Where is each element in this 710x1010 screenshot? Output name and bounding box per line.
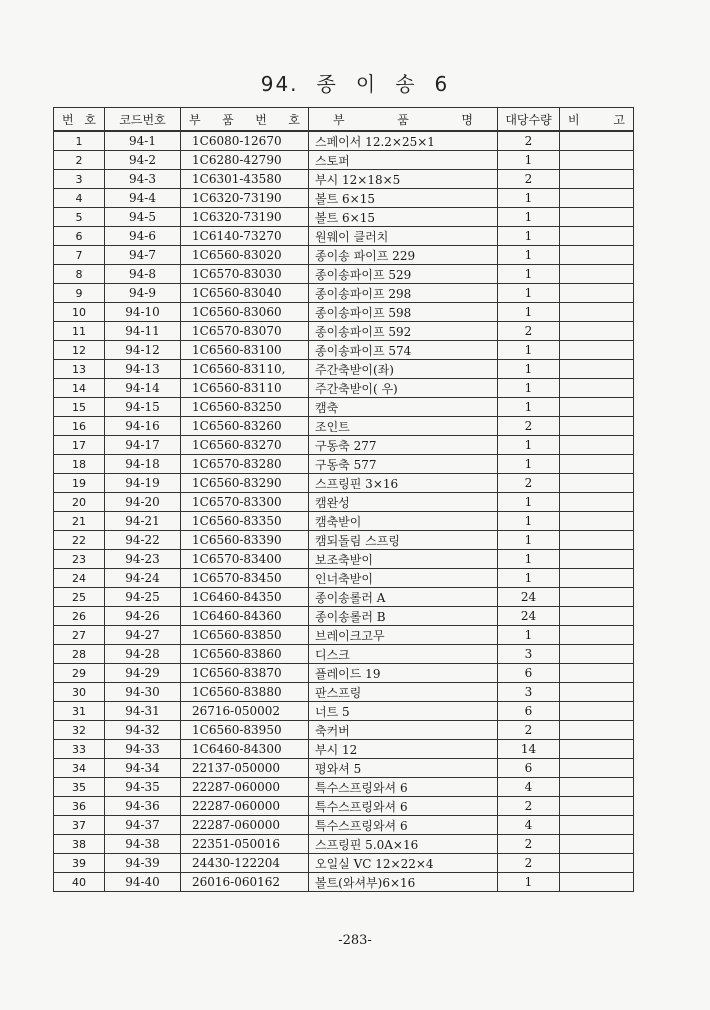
row-code: 94-17	[105, 436, 181, 455]
row-part-number: 1C6560-83950	[181, 721, 309, 740]
row-part-number: 22287-060000	[181, 797, 309, 816]
row-remark	[560, 455, 634, 474]
row-code: 94-36	[105, 797, 181, 816]
row-quantity: 6	[498, 664, 560, 683]
row-part-name: 볼트 6×15	[309, 208, 498, 227]
row-part-number: 1C6460-84360	[181, 607, 309, 626]
row-part-name: 종이송 파이프 229	[309, 246, 498, 265]
header-code: 코드번호	[105, 108, 181, 132]
row-no: 30	[54, 683, 105, 702]
row-code: 94-2	[105, 151, 181, 170]
row-no: 36	[54, 797, 105, 816]
page-number: -283-	[338, 933, 372, 948]
table-row	[54, 322, 634, 341]
row-quantity: 1	[498, 265, 560, 284]
row-part-name: 조인트	[309, 417, 498, 436]
row-code: 94-6	[105, 227, 181, 246]
table-row	[54, 208, 634, 227]
row-part-number: 22287-060000	[181, 816, 309, 835]
row-quantity: 1	[498, 626, 560, 645]
table-row	[54, 303, 634, 322]
row-part-number: 1C6560-83260	[181, 417, 309, 436]
row-part-number: 1C6080-12670	[181, 131, 309, 151]
row-remark	[560, 379, 634, 398]
row-part-name: 특수스프링와셔 6	[309, 797, 498, 816]
row-quantity: 1	[498, 151, 560, 170]
row-remark	[560, 797, 634, 816]
row-part-name: 보조축받이	[309, 550, 498, 569]
header-remark: 비 고	[560, 108, 634, 132]
row-remark	[560, 170, 634, 189]
row-code: 94-28	[105, 645, 181, 664]
row-remark	[560, 151, 634, 170]
row-part-name: 캠축	[309, 398, 498, 417]
row-code: 94-32	[105, 721, 181, 740]
row-no: 14	[54, 379, 105, 398]
row-no: 27	[54, 626, 105, 645]
row-part-number: 1C6560-83290	[181, 474, 309, 493]
row-part-number: 1C6560-83250	[181, 398, 309, 417]
row-code: 94-15	[105, 398, 181, 417]
row-part-name: 구동축 577	[309, 455, 498, 474]
table-row	[54, 721, 634, 740]
row-quantity: 4	[498, 778, 560, 797]
row-quantity: 1	[498, 873, 560, 892]
row-part-number: 1C6280-42790	[181, 151, 309, 170]
row-remark	[560, 854, 634, 873]
row-quantity: 1	[498, 360, 560, 379]
row-part-name: 종이송파이프 298	[309, 284, 498, 303]
row-code: 94-27	[105, 626, 181, 645]
row-part-name: 판스프링	[309, 683, 498, 702]
table-row	[54, 455, 634, 474]
row-quantity: 24	[498, 607, 560, 626]
row-part-number: 1C6570-83450	[181, 569, 309, 588]
table-row	[54, 873, 634, 892]
row-part-number: 1C6560-83110	[181, 379, 309, 398]
row-quantity: 1	[498, 208, 560, 227]
row-quantity: 2	[498, 322, 560, 341]
row-remark	[560, 303, 634, 322]
table-row	[54, 626, 634, 645]
parts-table	[53, 107, 634, 892]
row-code: 94-18	[105, 455, 181, 474]
row-part-name: 특수스프링와셔 6	[309, 816, 498, 835]
table-row	[54, 265, 634, 284]
table-row	[54, 702, 634, 721]
header-part-no: 부 품 번 호	[181, 108, 309, 132]
row-part-number: 1C6320-73190	[181, 208, 309, 227]
row-remark	[560, 816, 634, 835]
row-remark	[560, 417, 634, 436]
table-row	[54, 341, 634, 360]
row-remark	[560, 227, 634, 246]
page-title	[0, 68, 710, 97]
table-row	[54, 531, 634, 550]
row-code: 94-8	[105, 265, 181, 284]
row-remark	[560, 265, 634, 284]
row-part-number: 1C6560-83040	[181, 284, 309, 303]
row-quantity: 1	[498, 341, 560, 360]
row-part-name: 캠축받이	[309, 512, 498, 531]
row-no: 25	[54, 588, 105, 607]
row-remark	[560, 759, 634, 778]
row-part-number: 1C6460-84300	[181, 740, 309, 759]
row-no: 8	[54, 265, 105, 284]
row-quantity: 6	[498, 702, 560, 721]
row-part-number: 1C6560-83100	[181, 341, 309, 360]
table-row	[54, 151, 634, 170]
row-part-name: 브레이크고무	[309, 626, 498, 645]
table-header-row	[54, 108, 634, 132]
row-part-name: 너트 5	[309, 702, 498, 721]
row-quantity: 2	[498, 170, 560, 189]
table-row	[54, 379, 634, 398]
row-remark	[560, 131, 634, 151]
row-part-name: 종이송롤러 A	[309, 588, 498, 607]
table-row	[54, 664, 634, 683]
row-part-number: 1C6560-83020	[181, 246, 309, 265]
row-code: 94-33	[105, 740, 181, 759]
table-row	[54, 512, 634, 531]
row-remark	[560, 835, 634, 854]
row-quantity: 24	[498, 588, 560, 607]
row-code: 94-10	[105, 303, 181, 322]
row-code: 94-26	[105, 607, 181, 626]
row-part-number: 1C6570-83280	[181, 455, 309, 474]
row-no: 2	[54, 151, 105, 170]
table-row	[54, 189, 634, 208]
row-code: 94-31	[105, 702, 181, 721]
table-row	[54, 645, 634, 664]
table-row	[54, 740, 634, 759]
table-row	[54, 227, 634, 246]
row-quantity: 1	[498, 246, 560, 265]
row-code: 94-1	[105, 131, 181, 151]
row-code: 94-22	[105, 531, 181, 550]
row-no: 17	[54, 436, 105, 455]
table-row	[54, 607, 634, 626]
title-number: 94.	[260, 72, 299, 96]
table-row	[54, 493, 634, 512]
table-row	[54, 398, 634, 417]
row-no: 39	[54, 854, 105, 873]
row-part-name: 종이송롤러 B	[309, 607, 498, 626]
table-row	[54, 360, 634, 379]
row-code: 94-37	[105, 816, 181, 835]
row-part-name: 특수스프링와셔 6	[309, 778, 498, 797]
row-part-name: 종이송파이프 529	[309, 265, 498, 284]
row-quantity: 3	[498, 645, 560, 664]
table-row	[54, 474, 634, 493]
row-no: 12	[54, 341, 105, 360]
row-part-name: 디스크	[309, 645, 498, 664]
row-part-name: 종이송파이프 598	[309, 303, 498, 322]
row-code: 94-29	[105, 664, 181, 683]
row-remark	[560, 873, 634, 892]
row-quantity: 1	[498, 569, 560, 588]
table-body	[54, 131, 634, 892]
row-quantity: 1	[498, 398, 560, 417]
row-part-name: 평와셔 5	[309, 759, 498, 778]
row-no: 9	[54, 284, 105, 303]
row-part-name: 캠되돌림 스프링	[309, 531, 498, 550]
row-part-number: 1C6560-83060	[181, 303, 309, 322]
row-no: 4	[54, 189, 105, 208]
row-no: 10	[54, 303, 105, 322]
row-no: 32	[54, 721, 105, 740]
row-part-name: 부시 12×18×5	[309, 170, 498, 189]
row-part-name: 구동축 277	[309, 436, 498, 455]
row-quantity: 1	[498, 303, 560, 322]
row-code: 94-11	[105, 322, 181, 341]
table-row	[54, 417, 634, 436]
title-word: 종	[316, 72, 338, 96]
row-remark	[560, 778, 634, 797]
row-remark	[560, 474, 634, 493]
row-quantity: 1	[498, 493, 560, 512]
row-part-number: 24430-122204	[181, 854, 309, 873]
row-quantity: 1	[498, 379, 560, 398]
row-no: 13	[54, 360, 105, 379]
row-part-name: 원웨이 클러치	[309, 227, 498, 246]
row-no: 40	[54, 873, 105, 892]
table-row	[54, 683, 634, 702]
row-quantity: 2	[498, 721, 560, 740]
row-part-number: 1C6560-83850	[181, 626, 309, 645]
table-row	[54, 550, 634, 569]
table-row	[54, 797, 634, 816]
row-remark	[560, 721, 634, 740]
table-row	[54, 569, 634, 588]
table-row	[54, 284, 634, 303]
row-no: 1	[54, 131, 105, 151]
row-code: 94-19	[105, 474, 181, 493]
row-no: 5	[54, 208, 105, 227]
row-no: 7	[54, 246, 105, 265]
row-no: 34	[54, 759, 105, 778]
row-quantity: 1	[498, 227, 560, 246]
row-no: 20	[54, 493, 105, 512]
row-quantity: 2	[498, 797, 560, 816]
row-quantity: 2	[498, 417, 560, 436]
row-remark	[560, 702, 634, 721]
row-remark	[560, 493, 634, 512]
row-remark	[560, 740, 634, 759]
row-part-name: 스프링핀 5.0A×16	[309, 835, 498, 854]
row-part-number: 1C6560-83860	[181, 645, 309, 664]
row-code: 94-16	[105, 417, 181, 436]
row-code: 94-13	[105, 360, 181, 379]
header-no: 번 호	[54, 108, 105, 132]
row-no: 28	[54, 645, 105, 664]
row-remark	[560, 398, 634, 417]
table-row	[54, 778, 634, 797]
row-part-number: 1C6570-83070	[181, 322, 309, 341]
row-remark	[560, 569, 634, 588]
row-code: 94-14	[105, 379, 181, 398]
row-quantity: 6	[498, 759, 560, 778]
row-no: 11	[54, 322, 105, 341]
row-code: 94-5	[105, 208, 181, 227]
row-part-number: 1C6560-83110,	[181, 360, 309, 379]
row-quantity: 3	[498, 683, 560, 702]
row-part-number: 1C6301-43580	[181, 170, 309, 189]
row-part-name: 볼트(와셔부)6×16	[309, 873, 498, 892]
row-quantity: 2	[498, 474, 560, 493]
row-quantity: 1	[498, 531, 560, 550]
row-code: 94-39	[105, 854, 181, 873]
row-part-name: 스토퍼	[309, 151, 498, 170]
row-quantity: 1	[498, 189, 560, 208]
row-part-name: 플레이드 19	[309, 664, 498, 683]
row-code: 94-35	[105, 778, 181, 797]
row-quantity: 1	[498, 284, 560, 303]
row-remark	[560, 246, 634, 265]
row-no: 6	[54, 227, 105, 246]
row-part-name: 오일실 VC 12×22×4	[309, 854, 498, 873]
row-no: 24	[54, 569, 105, 588]
row-part-number: 1C6570-83300	[181, 493, 309, 512]
table-row	[54, 131, 634, 151]
row-quantity: 14	[498, 740, 560, 759]
row-remark	[560, 531, 634, 550]
row-code: 94-4	[105, 189, 181, 208]
row-quantity: 1	[498, 550, 560, 569]
row-part-name: 스페이서 12.2×25×1	[309, 131, 498, 151]
row-part-number: 1C6560-83270	[181, 436, 309, 455]
row-remark	[560, 512, 634, 531]
table-row	[54, 759, 634, 778]
row-no: 23	[54, 550, 105, 569]
row-part-number: 1C6560-83390	[181, 531, 309, 550]
row-quantity: 2	[498, 835, 560, 854]
header-part-name: 부 품 명	[309, 108, 498, 132]
row-no: 18	[54, 455, 105, 474]
row-remark	[560, 284, 634, 303]
row-remark	[560, 683, 634, 702]
row-no: 35	[54, 778, 105, 797]
row-no: 19	[54, 474, 105, 493]
row-part-number: 1C6570-83400	[181, 550, 309, 569]
row-quantity: 1	[498, 512, 560, 531]
row-no: 21	[54, 512, 105, 531]
table-row	[54, 816, 634, 835]
row-part-number: 1C6460-84350	[181, 588, 309, 607]
row-no: 29	[54, 664, 105, 683]
row-quantity: 2	[498, 131, 560, 151]
table-row	[54, 170, 634, 189]
title-word: 이	[355, 72, 378, 96]
row-part-name: 인너축받이	[309, 569, 498, 588]
row-no: 38	[54, 835, 105, 854]
row-code: 94-24	[105, 569, 181, 588]
title-word: 6	[434, 72, 450, 96]
row-part-number: 1C6320-73190	[181, 189, 309, 208]
title-word: 송	[395, 72, 417, 96]
row-code: 94-21	[105, 512, 181, 531]
row-remark	[560, 626, 634, 645]
row-no: 37	[54, 816, 105, 835]
row-no: 31	[54, 702, 105, 721]
row-remark	[560, 588, 634, 607]
row-code: 94-40	[105, 873, 181, 892]
row-no: 33	[54, 740, 105, 759]
row-part-number: 1C6560-83870	[181, 664, 309, 683]
row-code: 94-3	[105, 170, 181, 189]
row-code: 94-23	[105, 550, 181, 569]
row-remark	[560, 360, 634, 379]
row-part-name: 부시 12	[309, 740, 498, 759]
row-code: 94-25	[105, 588, 181, 607]
row-code: 94-12	[105, 341, 181, 360]
row-part-number: 22287-060000	[181, 778, 309, 797]
row-part-name: 주간축받이(좌)	[309, 360, 498, 379]
row-quantity: 1	[498, 455, 560, 474]
row-code: 94-20	[105, 493, 181, 512]
row-quantity: 4	[498, 816, 560, 835]
row-part-name: 스프링핀 3×16	[309, 474, 498, 493]
row-part-name: 캠완성	[309, 493, 498, 512]
row-remark	[560, 436, 634, 455]
row-quantity: 1	[498, 436, 560, 455]
table-row	[54, 835, 634, 854]
row-code: 94-38	[105, 835, 181, 854]
row-part-name: 볼트 6×15	[309, 189, 498, 208]
row-part-name: 종이송파이프 574	[309, 341, 498, 360]
row-code: 94-30	[105, 683, 181, 702]
row-part-number: 1C6570-83030	[181, 265, 309, 284]
row-remark	[560, 208, 634, 227]
row-remark	[560, 322, 634, 341]
row-code: 94-7	[105, 246, 181, 265]
row-part-number: 1C6560-83880	[181, 683, 309, 702]
row-part-number: 1C6140-73270	[181, 227, 309, 246]
row-part-number: 26016-060162	[181, 873, 309, 892]
table-row	[54, 436, 634, 455]
row-no: 16	[54, 417, 105, 436]
row-no: 3	[54, 170, 105, 189]
row-part-number: 26716-050002	[181, 702, 309, 721]
row-code: 94-34	[105, 759, 181, 778]
table-row	[54, 588, 634, 607]
row-part-name: 축커버	[309, 721, 498, 740]
row-part-name: 종이송파이프 592	[309, 322, 498, 341]
row-code: 94-9	[105, 284, 181, 303]
row-no: 22	[54, 531, 105, 550]
row-part-number: 22351-050016	[181, 835, 309, 854]
row-remark	[560, 189, 634, 208]
row-quantity: 2	[498, 854, 560, 873]
table-row	[54, 854, 634, 873]
row-remark	[560, 341, 634, 360]
row-remark	[560, 664, 634, 683]
row-part-name: 주간축받이( 우)	[309, 379, 498, 398]
row-remark	[560, 550, 634, 569]
header-qty: 대당수량	[498, 108, 560, 132]
row-no: 15	[54, 398, 105, 417]
row-no: 26	[54, 607, 105, 626]
row-remark	[560, 645, 634, 664]
table-row	[54, 246, 634, 265]
row-part-number: 1C6560-83350	[181, 512, 309, 531]
row-part-number: 22137-050000	[181, 759, 309, 778]
row-remark	[560, 607, 634, 626]
